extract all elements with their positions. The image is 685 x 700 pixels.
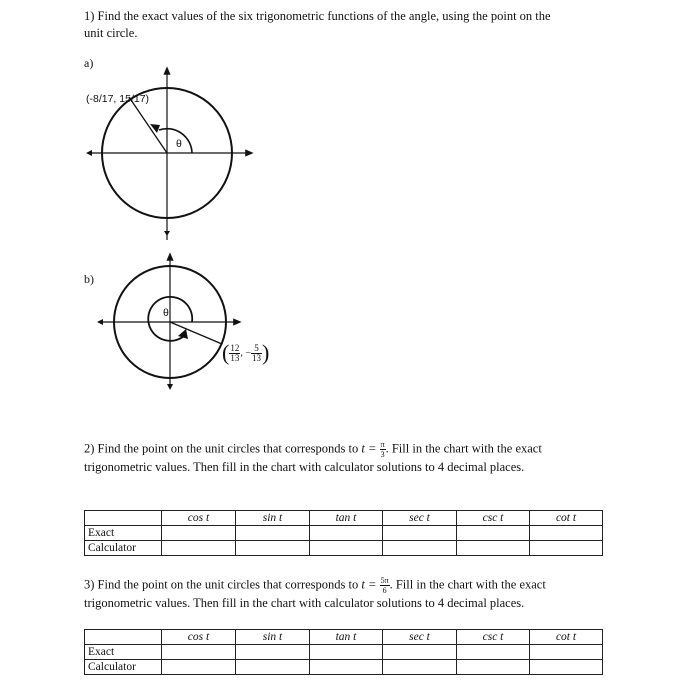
answer-cell[interactable] xyxy=(383,660,457,675)
q1-line2: unit circle. xyxy=(84,26,138,40)
table-corner-cell xyxy=(85,630,162,645)
diagram-b xyxy=(97,256,238,390)
header-csc: csc t xyxy=(457,630,530,645)
q3-table xyxy=(84,629,603,675)
point-b-y: $\frac{5}{13}$ xyxy=(251,342,261,363)
q3-text xyxy=(84,576,674,612)
header-cos: cos t xyxy=(162,511,236,526)
table-row xyxy=(85,526,603,541)
header-cot: cot t xyxy=(530,511,603,526)
header-sec: sec t xyxy=(383,511,457,526)
header-tan: tan t xyxy=(310,630,383,645)
header-cos: cos t xyxy=(162,630,236,645)
part-b-label: b) xyxy=(84,272,94,286)
answer-cell[interactable] xyxy=(310,541,383,556)
header-sin: sin t xyxy=(236,511,310,526)
table-row xyxy=(85,645,603,660)
table-header-row xyxy=(85,630,603,645)
table-row xyxy=(85,541,603,556)
answer-cell[interactable] xyxy=(162,526,236,541)
answer-cell[interactable] xyxy=(530,645,603,660)
answer-cell[interactable] xyxy=(383,526,457,541)
table-row xyxy=(85,660,603,675)
q3-line1: 3) Find the point on the unit circles that corresponds to t = $\frac{5\pi}{6}$ . Fill in the chart with the exact xyxy=(84,576,546,595)
q2-table xyxy=(84,510,603,556)
answer-cell[interactable] xyxy=(236,645,310,660)
answer-cell[interactable] xyxy=(310,645,383,660)
row-label-exact: Exact xyxy=(85,526,162,541)
part-a-label: a) xyxy=(84,56,94,70)
table-corner-cell xyxy=(85,511,162,526)
answer-cell[interactable] xyxy=(457,645,530,660)
header-sec: sec t xyxy=(383,630,457,645)
q2-t-fraction: $\frac{\pi}{3}$ xyxy=(380,440,385,459)
answer-cell[interactable] xyxy=(457,541,530,556)
q1-line1: 1) Find the exact values of the six trigonometric functions of the angle, using the point on the xyxy=(84,9,551,23)
q3-line2: trigonometric values. Then fill in the chart with calculator solutions to 4 decimal places. xyxy=(84,596,525,610)
point-b-label: ( $\frac{12}{13}$ , − $\frac{5}{13}$ ) xyxy=(222,340,270,365)
row-label-exact: Exact xyxy=(85,645,162,660)
answer-cell[interactable] xyxy=(310,660,383,675)
answer-cell[interactable] xyxy=(162,541,236,556)
answer-cell[interactable] xyxy=(236,541,310,556)
answer-cell[interactable] xyxy=(530,660,603,675)
point-b-x: $\frac{12}{13}$ xyxy=(230,342,240,363)
q2-line2: trigonometric values. Then fill in the chart with calculator solutions to 4 decimal places. xyxy=(84,460,525,474)
header-cot: cot t xyxy=(530,630,603,645)
q3-t-fraction: $\frac{5\pi}{6}$ xyxy=(380,576,389,595)
answer-cell[interactable] xyxy=(457,660,530,675)
answer-cell[interactable] xyxy=(530,541,603,556)
answer-cell[interactable] xyxy=(383,645,457,660)
q2-text xyxy=(84,440,674,476)
answer-cell[interactable] xyxy=(162,660,236,675)
answer-cell[interactable] xyxy=(236,660,310,675)
row-label-calculator: Calculator xyxy=(85,541,162,556)
theta-b-label: θ xyxy=(163,307,169,319)
header-csc: csc t xyxy=(457,511,530,526)
q2-line1: 2) Find the point on the unit circles that corresponds to t = $\frac{\pi}{3}$ . Fill in the chart with the exact xyxy=(84,440,542,459)
answer-cell[interactable] xyxy=(162,645,236,660)
header-sin: sin t xyxy=(236,630,310,645)
answer-cell[interactable] xyxy=(457,526,530,541)
diagram-b-radius xyxy=(170,322,222,344)
row-label-calculator: Calculator xyxy=(85,660,162,675)
point-a-label: (-8/17, 15/17) xyxy=(86,93,150,105)
table-header-row xyxy=(85,511,603,526)
answer-cell[interactable] xyxy=(236,526,310,541)
header-tan: tan t xyxy=(310,511,383,526)
answer-cell[interactable] xyxy=(310,526,383,541)
answer-cell[interactable] xyxy=(383,541,457,556)
answer-cell[interactable] xyxy=(530,526,603,541)
theta-a-label: θ xyxy=(176,138,182,150)
diagram-a-radius xyxy=(129,97,167,153)
